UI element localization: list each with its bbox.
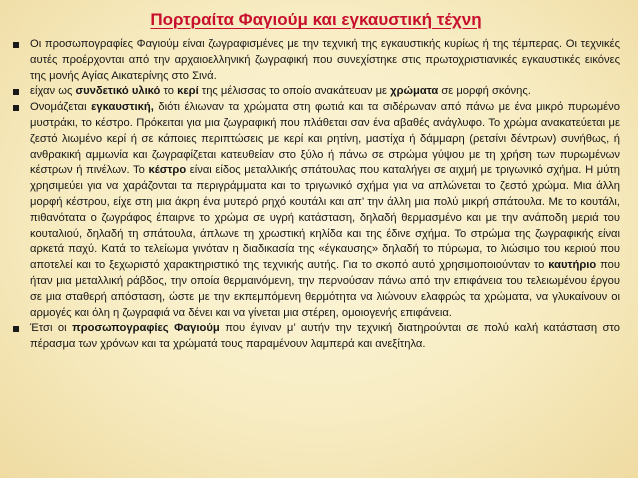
- square-bullet-icon: [13, 42, 19, 48]
- bold-term: εγκαυστική,: [91, 101, 154, 114]
- text-run: είναι είδος μεταλλικής σπάτουλας που καταλήγει σε αιχμή με τριγωνικό σχήμα. Η μύτη χρησιμεύει για να χαράζονται τα περιγράμματα και το τριγωνικό σχήμα για να απλώνεται το ζεστό χρώμα. Μια άλλη μορφή κέστρου, είχε στη μια άκρη ένα μυτερό ρηχό κουτάλι και απ’ την άλλη μια πολύ μικρή σπάτουλα. Με το κουτάλι, πιθανότατα ο ζωγράφος έπαιρνε το χρώμα σε υγρή κατάσταση, δηλαδή θερμασμένο και με την ανάποδη μεριά του κουταλιού, δηλαδή τη σπάτουλα, άπλωνε τη χρωστική κηλίδα και της έδινε σχήμα. Το στρώμα της ζωγραφικής είναι αρκετά παχύ. Κατά το τελείωμα γινόταν η διαδικασία της «έγκαυσης» δηλαδή το πύρωμα, το λιώσιμο του κεριού που αποτελεί και το ξεχωριστό χαρακτηριστικό της τεχνικής αυτής. Για το σκοπό αυτό χρησιμοποιούνταν το: [30, 164, 620, 272]
- bold-term: χρώματα: [390, 85, 439, 98]
- square-bullet-icon: [13, 89, 19, 95]
- bold-term: προσωπογραφίες Φαγιούμ: [72, 322, 220, 335]
- text-run: σε μορφή σκόνης.: [438, 85, 531, 98]
- text-run: της μέλισσας το οποίο ανακάτευαν με: [198, 85, 391, 98]
- text-run: που ήταν μια μεταλλική ράβδος, την οποία θερμαινόμενη, την περνούσαν πάνω από την επιφάνεια του τελειωμένου έργου σε μια σταθερή απόσταση, ώστε με την εκπεμπόμενη θερμότητα να λιώνουν ελαφρώς τα χρώματα, να γλυκαίνουν οι αρμογές και όλη η ζωγραφιά να δένει και να γίνεται μια στέρεη, ομοιογενής επιφάνεια.: [30, 259, 620, 319]
- bullet-paragraph: [12, 321, 620, 353]
- bullet-list: [12, 37, 620, 353]
- slide-title: Πορτραίτα Φαγιούμ και εγκαυστική τέχνη: [150, 10, 482, 29]
- bullet-paragraph: [12, 37, 620, 84]
- text-run: Οι προσωπογραφίες Φαγιούμ είναι ζωγραφισμένες με την τεχνική της εγκαυστικής κυρίως ή της τέμπερας. Οι τεχνικές αυτές προέρχονται από την αρχαιοελληνική ζωγραφική που συνεχίστηκε στις πρωτοχριστιανικές εγκαυστικές εικόνες της μονής Αγίας Αικατερίνης στο Σινά.: [30, 38, 620, 82]
- bold-term: καυτήριο: [548, 259, 597, 272]
- text-run: Ονομάζεται: [30, 101, 92, 114]
- text-run: Έτσι οι: [30, 322, 73, 335]
- text-run: το: [160, 85, 178, 98]
- bold-term: κέστρο: [148, 164, 187, 177]
- text-run: είχαν ως: [30, 85, 76, 98]
- bold-term: συνδετικό υλικό: [75, 85, 161, 98]
- bold-term: κερί: [177, 85, 199, 98]
- square-bullet-icon: [13, 326, 19, 332]
- square-bullet-icon: [13, 105, 19, 111]
- bullet-paragraph: [12, 100, 620, 321]
- text-run: που έγιναν μ’ αυτήν την τεχνική διατηρούνται σε πολύ καλή κατάσταση στο πέρασμα των χρόνων και τα χρώματά τους παραμένουν λαμπερά και ανεξίτηλα.: [30, 322, 620, 351]
- text-run: διότι έλιωναν τα χρώματα στη φωτιά και τα σιδέρωναν από πάνω με ένα μικρό πυρωμένο μυστράκι, το κέστρο. Πρόκειται για μια ζωγραφική που πλάθεται σαν ένα αβαθές ανάγλυφο. Το χρώμα ανακατεύεται με ζεστό λιωμένο κερί ή σε κάποιες περιπτώσεις με κερί και ρητίνη, μαστίχα ή δάμμαρη (ρετσίνι δέντρων) συνήθως, ή ανθρακική αμμωνία και ζωγραφίζεται κατευθείαν στο ξύλο ή πάνω σε στρώμα γύψου με τη χρήση των πυρωμένων κέστρων ή πινέλων. Το: [30, 101, 620, 177]
- bullet-paragraph: [12, 84, 620, 100]
